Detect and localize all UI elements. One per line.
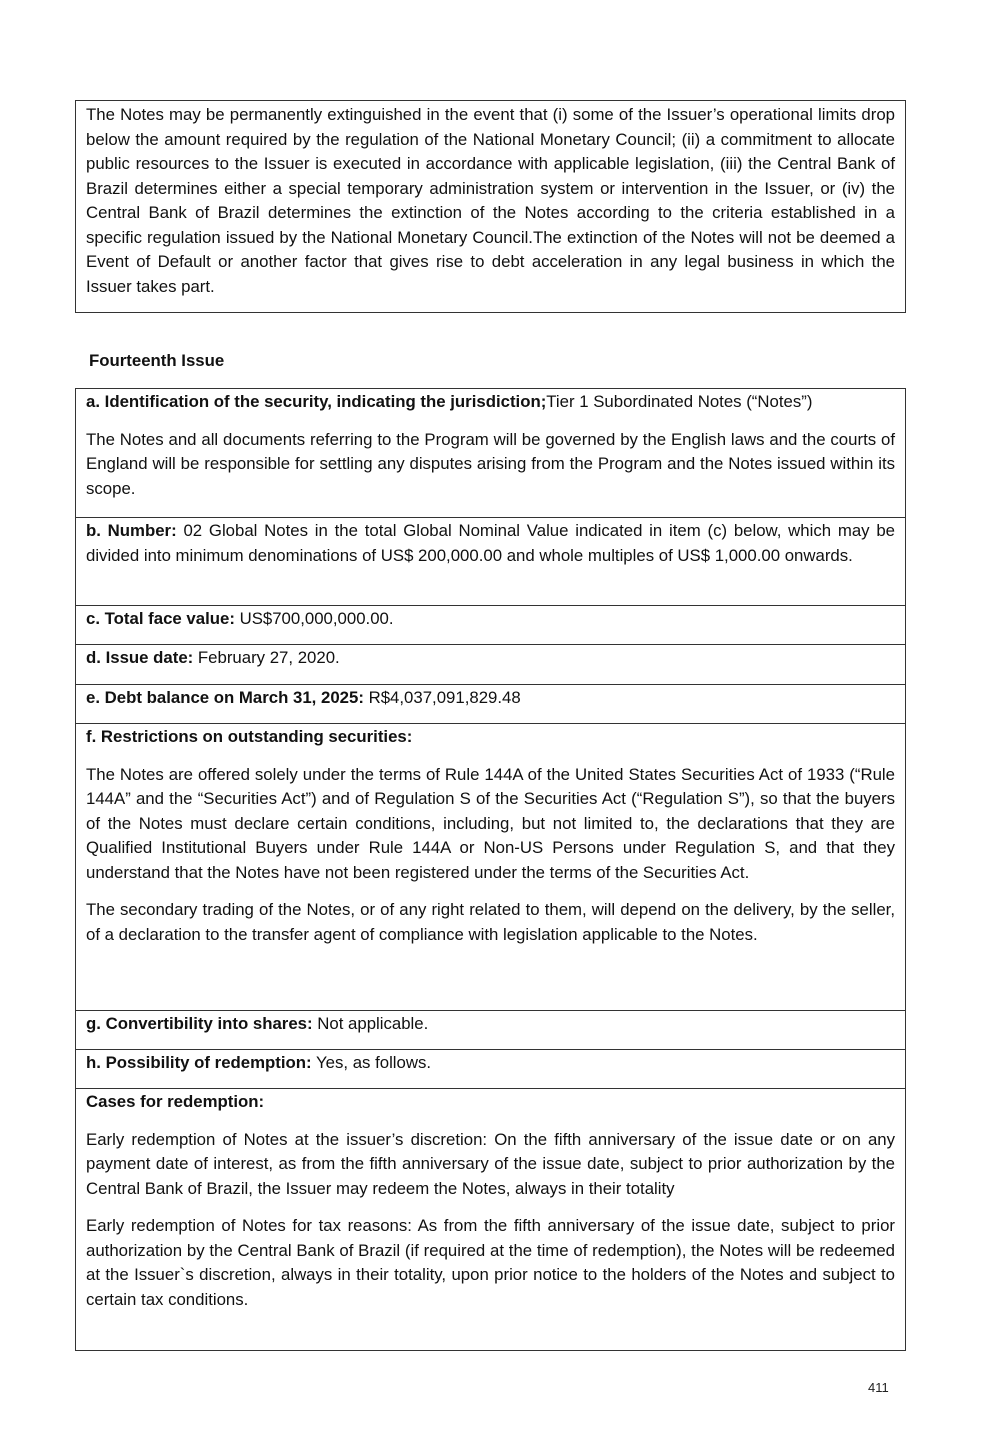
number-value: 02 Global Notes in the total Global Nominal Value indicated in item (c) below, which may be divided into minimum denominations of US$ 200,000.00 and whole multiples of US$ 1,000.00 onwards. (86, 521, 895, 565)
section-title: Fourteenth Issue (89, 351, 225, 370)
number-label: b. Number: (86, 521, 177, 540)
total-face-value-text (86, 607, 895, 632)
convertibility-label: g. Convertibility into shares: (86, 1014, 313, 1033)
row-restrictions (76, 723, 905, 1010)
row-identification (76, 389, 905, 517)
redemption-possibility-value: Yes, as follows. (311, 1053, 432, 1072)
governing-law-text: The Notes and all documents referring to the Program will be governed by the English laws and the courts of England will be responsible for settling any disputes arising from the Program and the Notes issued within its scope. (86, 429, 895, 498)
extinction-clause-box (75, 100, 906, 313)
redemption-possibility-label: h. Possibility of redemption: (86, 1053, 312, 1072)
restrictions-text-2: The secondary trading of the Notes, or of any right related to them, will depend on the delivery, by the seller, of a declaration to the transfer agent of compliance with legislation applicable to the Notes. (86, 900, 895, 944)
convertibility-text (86, 1012, 895, 1037)
identification-value: Tier 1 Subordinated Notes (“Notes”) (546, 392, 813, 411)
early-redemption-tax-text: Early redemption of Notes for tax reasons: As from the fifth anniversary of the issue date, subject to prior authorization by the Central Bank of Brazil (if required at the time of redemption), the Notes will be redeemed at the Issuer`s discretion, always in their totality, upon prior notice to the holders of the Notes and subject to certain tax conditions. (86, 1216, 895, 1309)
cases-for-redemption-label: Cases for redemption: (86, 1092, 265, 1111)
convertibility-value: Not applicable. (312, 1014, 429, 1033)
total-face-value-label: c. Total face value: (86, 609, 235, 628)
page-number: 411 (868, 1380, 889, 1395)
issue-date-value: February 27, 2020. (193, 648, 340, 667)
total-face-value: US$700,000,000.00. (234, 609, 394, 628)
redemption-possibility-text (86, 1051, 895, 1076)
debt-balance-text (86, 686, 895, 711)
number-text (86, 519, 895, 568)
row-issue-date (76, 644, 905, 684)
debt-balance-label: e. Debt balance on March 31, 2025: (86, 688, 364, 707)
row-redemption-possibility (76, 1049, 905, 1088)
identification-heading (86, 390, 895, 415)
extinction-clause-text: The Notes may be permanently extinguished in the event that (i) some of the Issuer’s operational limits drop below the amount required by the regulation of the National Monetary Council; (ii) a commitment to allocate public resources to the Issuer is executed in accordance with applicable legislation, (iii) the Central Bank of Brazil determines either a special temporary administration system or intervention in the Issuer, or (iv) the Central Bank of Brazil determines the extinction of the Notes according to the criteria established in a specific regulation issued by the National Monetary Council.The extinction of the Notes will not be deemed a Event of Default or another factor that gives rise to debt acceleration in any legal business in which the Issuer takes part. (86, 105, 895, 296)
restrictions-text-1: The Notes are offered solely under the terms of Rule 144A of the United States Securities Act of 1933 (“Rule 144A” and the “Securities Act”) and of Regulation S of the Securities Act (“Regulation S”), so that the buyers of the Notes must declare certain conditions, including, but not limited to, the declarations that they are Qualified Institutional Buyers under Rule 144A or Non-US Persons under Regulation S, and that they understand that the Notes have not been registered under the terms of the Securities Act. (86, 764, 895, 882)
issue-details-table (75, 388, 906, 1351)
issue-date-label: d. Issue date: (86, 648, 194, 667)
row-number (76, 517, 905, 605)
identification-label: a. Identification of the security, indicating the jurisdiction; (86, 392, 547, 411)
row-total-face-value (76, 605, 905, 644)
early-redemption-discretion-text: Early redemption of Notes at the issuer’s discretion: On the fifth anniversary of the issue date or on any payment date of interest, as from the fifth anniversary of the issue date, subject to prior authorization by the Central Bank of Brazil, the Issuer may redeem the Notes, always in their totality (86, 1129, 895, 1198)
row-debt-balance (76, 684, 905, 723)
row-cases-for-redemption (76, 1088, 905, 1350)
debt-balance-value: R$4,037,091,829.48 (363, 688, 521, 707)
issue-date-text (86, 646, 895, 671)
restrictions-label: f. Restrictions on outstanding securities: (86, 727, 413, 746)
row-convertibility (76, 1010, 905, 1049)
